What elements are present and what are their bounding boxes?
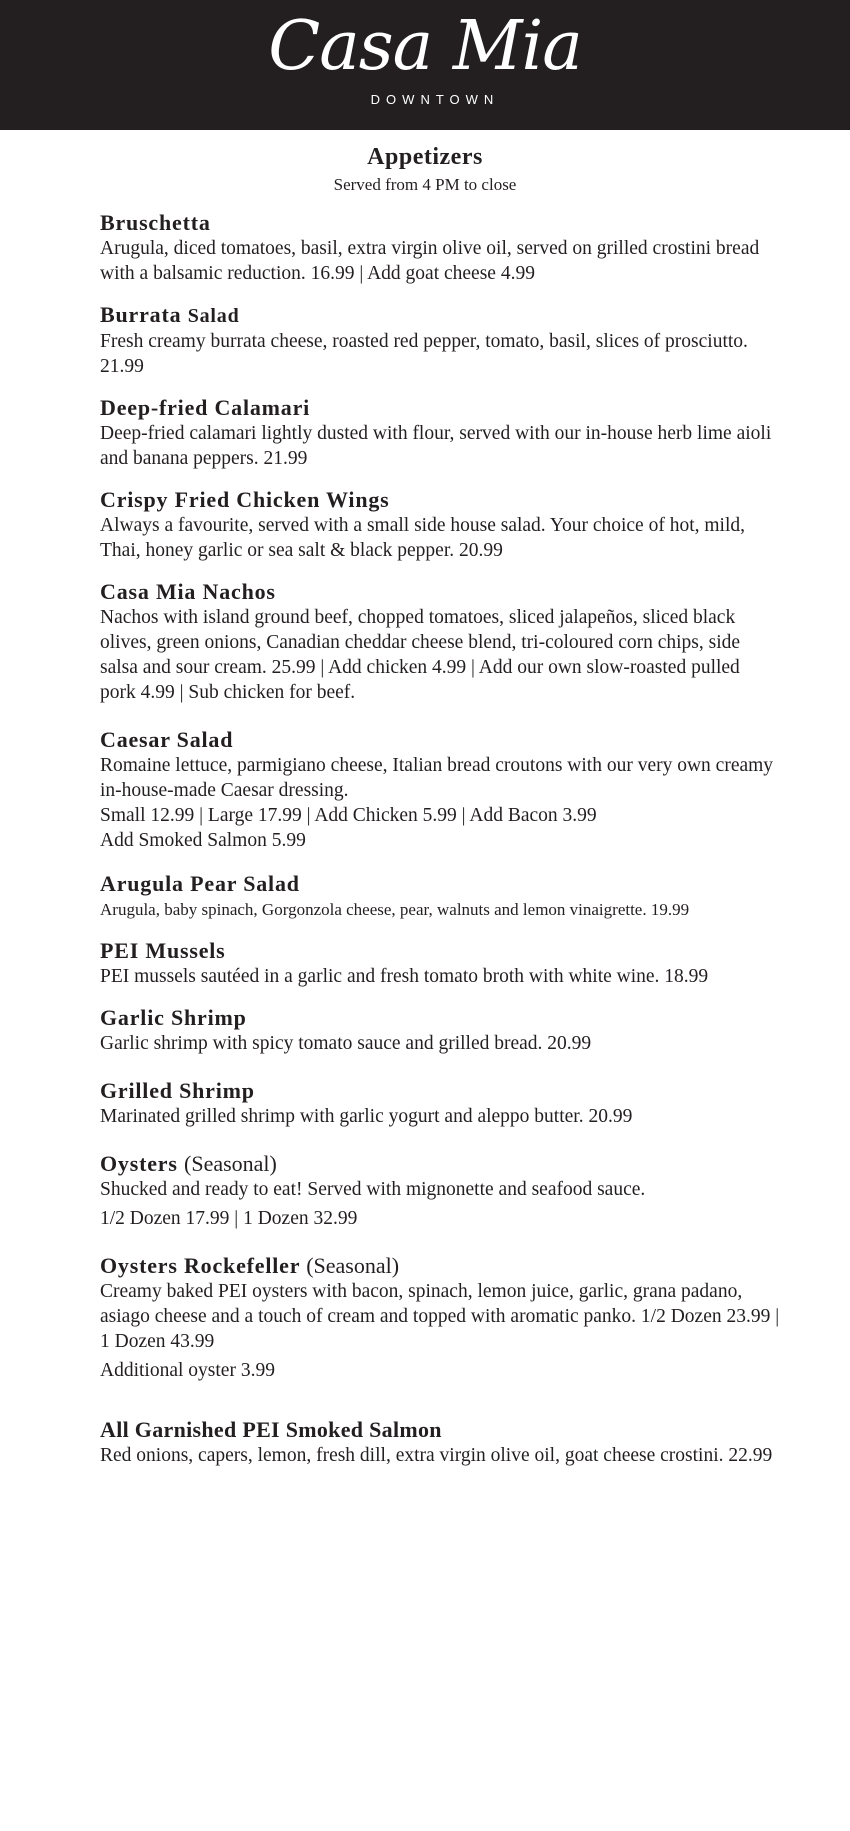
- logo-subtitle: DOWNTOWN: [370, 92, 500, 107]
- item-name: Casa Mia Nachos: [100, 579, 276, 604]
- item-name: All Garnished PEI Smoked Salmon: [100, 1417, 442, 1442]
- section-title: Appetizers: [367, 144, 483, 170]
- item-name-main: Burrata: [100, 302, 182, 327]
- item-description: Always a favourite, served with a small side house salad. Your choice of hot, mild, Thai, honey garlic or sea salt & black pepper. 20.99: [100, 515, 745, 561]
- item-description: Romaine lettuce, parmigiano cheese, Italian bread croutons with our very own creamy in-house-made Caesar dressing.: [100, 755, 774, 801]
- item-name: Deep-fried Calamari: [100, 395, 311, 420]
- menu-header: [0, 0, 850, 130]
- item-description: Nachos with island ground beef, chopped tomatoes, sliced jalapeños, sliced black olives, green onions, Canadian cheddar cheese blend, tri-coloured corn chips, side salsa and sour cream. 25.99 | Add chicken 4.99 | Add our own slow-roasted pulled pork 4.99 | Sub chicken for beef.: [100, 607, 741, 703]
- item-name: Crispy Fried Chicken Wings: [100, 487, 390, 512]
- menu-item-nachos: [100, 579, 780, 705]
- item-name: Arugula Pear Salad: [100, 871, 300, 896]
- menu-item-calamari: [100, 395, 780, 471]
- item-name: [100, 302, 780, 329]
- item-name-note: (Seasonal): [184, 1151, 277, 1176]
- menu-item-oysters: [100, 1151, 780, 1231]
- menu-item-grilled-shrimp: [100, 1078, 780, 1129]
- item-name: [100, 1253, 780, 1279]
- item-description: Marinated grilled shrimp with garlic yogurt and aleppo butter. 20.99: [100, 1106, 633, 1127]
- item-description: Red onions, capers, lemon, fresh dill, extra virgin olive oil, goat cheese crostini. 22.99: [100, 1445, 773, 1466]
- item-description: Deep-fried calamari lightly dusted with flour, served with our in-house herb lime aioli and banana peppers. 21.99: [100, 423, 772, 469]
- item-description: Arugula, baby spinach, Gorgonzola cheese, pear, walnuts and lemon vinaigrette. 19.99: [100, 900, 690, 919]
- item-description: Arugula, diced tomatoes, basil, extra virgin olive oil, served on grilled crostini bread with a balsamic reduction. 16.99 | Add goat cheese 4.99: [100, 238, 760, 284]
- menu-item-chicken-wings: [100, 487, 780, 563]
- item-description: Creamy baked PEI oysters with bacon, spinach, lemon juice, garlic, grana padano, asiago cheese and a touch of cream and topped with aromatic panko. 1/2 Dozen 23.99 | 1 Dozen 43.99: [100, 1281, 780, 1352]
- menu-items: [0, 210, 850, 1468]
- menu-item-burrata-salad: [100, 302, 780, 379]
- menu-item-arugula-pear-salad: [100, 871, 780, 922]
- menu-item-garlic-shrimp: [100, 1005, 780, 1056]
- item-name-note: (Seasonal): [306, 1253, 400, 1278]
- item-name-small: Salad: [187, 305, 240, 327]
- menu-item-pei-mussels: [100, 938, 780, 989]
- item-description: Shucked and ready to eat! Served with mignonette and seafood sauce.: [100, 1179, 646, 1200]
- item-name: Caesar Salad: [100, 727, 234, 752]
- item-description: PEI mussels sautéed in a garlic and fresh tomato broth with white wine. 18.99: [100, 966, 709, 987]
- item-name: Garlic Shrimp: [100, 1005, 247, 1030]
- item-name: Bruschetta: [100, 210, 211, 235]
- logo-script-text: Casa Mia: [268, 7, 582, 86]
- item-name: Grilled Shrimp: [100, 1078, 255, 1103]
- item-description: Garlic shrimp with spicy tomato sauce and grilled bread. 20.99: [100, 1033, 592, 1054]
- item-name-main: Oysters Rockefeller: [100, 1253, 300, 1278]
- item-addon-line: Add Smoked Salmon 5.99: [100, 830, 306, 851]
- menu-item-oysters-rockefeller: [100, 1253, 780, 1383]
- item-name: PEI Mussels: [100, 938, 226, 963]
- item-price-line: Small 12.99 | Large 17.99 | Add Chicken 5.99 | Add Bacon 3.99: [100, 805, 597, 826]
- item-description: Fresh creamy burrata cheese, roasted red pepper, tomato, basil, slices of prosciutto. 21.99: [100, 331, 748, 377]
- section-header: [0, 142, 850, 196]
- menu-item-caesar-salad: [100, 727, 780, 853]
- section-subtitle: Served from 4 PM to close: [333, 175, 517, 194]
- item-price-line: 1/2 Dozen 17.99 | 1 Dozen 32.99: [100, 1208, 358, 1229]
- menu-item-bruschetta: [100, 210, 780, 286]
- item-name: [100, 1151, 780, 1177]
- item-name-main: Oysters: [100, 1151, 178, 1176]
- menu-item-smoked-salmon: [100, 1417, 780, 1468]
- item-addon-line: Additional oyster 3.99: [100, 1360, 275, 1381]
